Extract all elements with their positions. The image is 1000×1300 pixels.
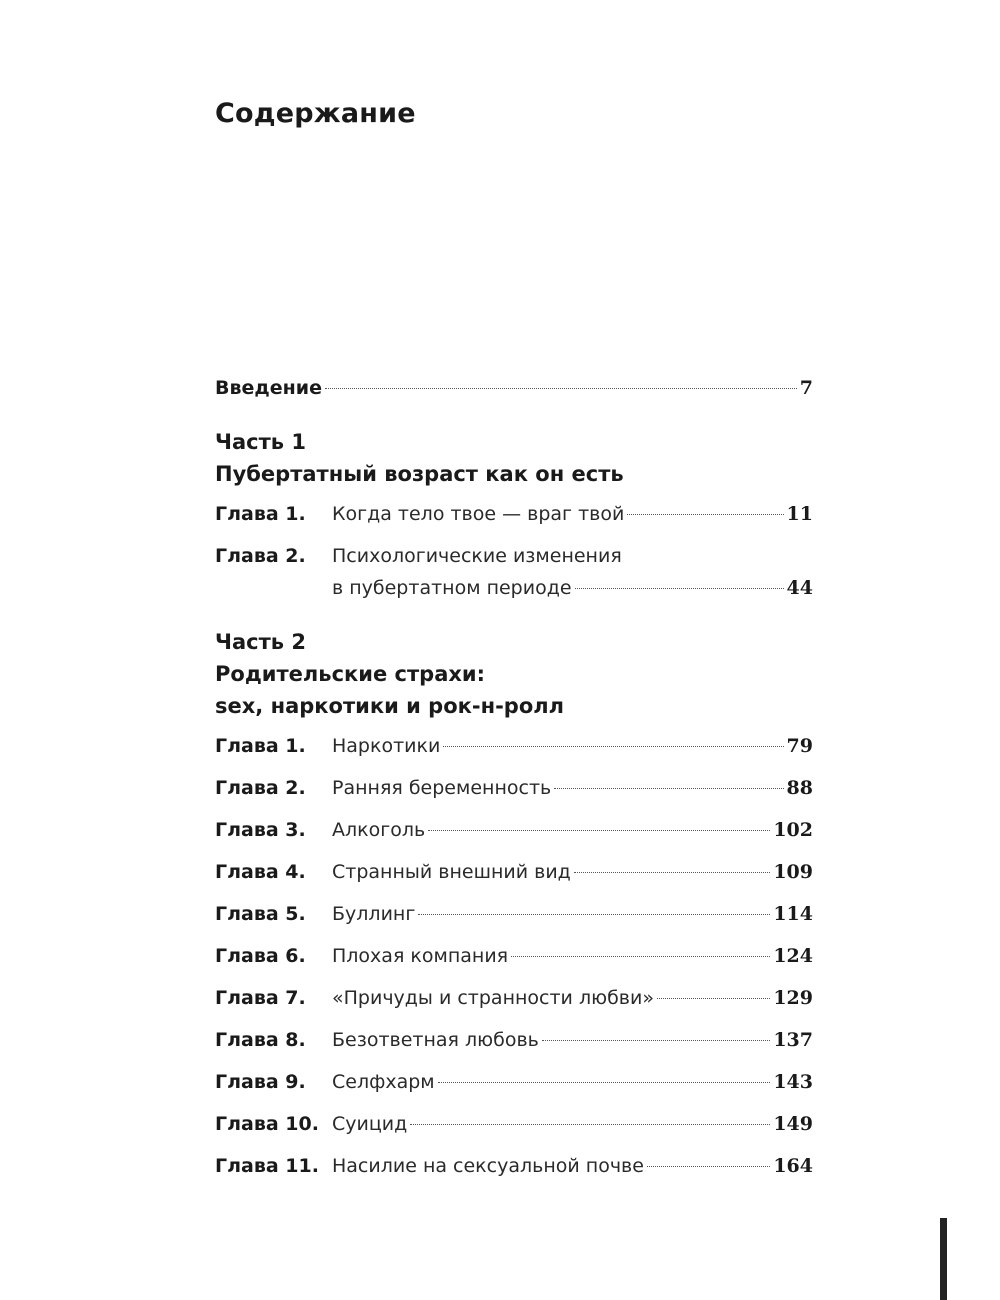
toc-entry-introduction[interactable] [215, 372, 813, 404]
chapter-number: Глава 1. [215, 735, 306, 757]
chapter-body [332, 1108, 813, 1140]
part-heading: Часть 2 [215, 630, 306, 654]
chapter-number: Глава 2. [215, 777, 306, 799]
toc-entry-chapter[interactable] [215, 856, 813, 888]
dot-leader [325, 388, 797, 389]
part-heading: Часть 1 [215, 430, 306, 454]
page-number: 143 [773, 1071, 813, 1093]
dot-leader [418, 914, 770, 915]
toc-entry-chapter[interactable] [215, 1066, 813, 1098]
page-number: 137 [773, 1029, 813, 1051]
table-of-contents [215, 372, 813, 1192]
chapter-title-line [332, 730, 813, 762]
page-number: 102 [773, 819, 813, 841]
page-number: 164 [773, 1155, 813, 1177]
chapter-title-line [332, 898, 813, 930]
chapter-body [332, 940, 813, 972]
chapter-body [332, 730, 813, 762]
chapter-title: Психологические изменения [332, 545, 622, 567]
page-number: 129 [773, 987, 813, 1009]
chapter-body [332, 898, 813, 930]
toc-entry-chapter[interactable] [215, 540, 813, 604]
toc-entry-chapter[interactable] [215, 898, 813, 930]
page-number: 109 [773, 861, 813, 883]
dot-leader [574, 872, 771, 873]
chapter-body [332, 1150, 813, 1182]
page-number: 11 [786, 503, 813, 525]
chapter-body [332, 1066, 813, 1098]
page-number: 88 [786, 777, 813, 799]
introduction-label: Введение [215, 377, 322, 399]
page-edge-shadow [940, 1218, 947, 1300]
chapter-number: Глава 4. [215, 861, 306, 883]
chapter-title: «Причуды и странности любви» [332, 987, 654, 1009]
chapter-number: Глава 11. [215, 1155, 319, 1177]
toc-entry-chapter[interactable] [215, 814, 813, 846]
chapter-number: Глава 6. [215, 945, 306, 967]
toc-entry-chapter[interactable] [215, 982, 813, 1014]
toc-part-1 [215, 426, 813, 490]
page-number: 79 [786, 735, 813, 757]
dot-leader [542, 1040, 770, 1041]
chapter-title-line [332, 940, 813, 972]
part-title-line: sex, наркотики и рок-н-ролл [215, 694, 565, 718]
dot-leader [428, 830, 770, 831]
chapter-body [332, 856, 813, 888]
toc-entry-chapter[interactable] [215, 498, 813, 530]
chapter-title: Селфхарм [332, 1071, 435, 1093]
chapter-title: в пубертатном периоде [332, 577, 572, 599]
chapter-title-line [332, 1066, 813, 1098]
chapter-title-line [332, 498, 813, 530]
chapter-body [332, 772, 813, 804]
dot-leader [443, 746, 783, 747]
toc-entry-chapter[interactable] [215, 730, 813, 762]
chapter-body [332, 814, 813, 846]
page-title: Содержание [215, 98, 416, 130]
toc-entry-chapter[interactable] [215, 772, 813, 804]
page-number: 7 [799, 377, 813, 399]
chapter-title: Плохая компания [332, 945, 509, 967]
toc-part-2 [215, 626, 813, 722]
chapter-title-line [332, 540, 813, 572]
chapter-number: Глава 8. [215, 1029, 306, 1051]
chapter-title: Алкоголь [332, 819, 426, 841]
page-number: 124 [773, 945, 813, 967]
chapter-title: Когда тело твое — враг твой [332, 503, 625, 525]
dot-leader [438, 1082, 771, 1083]
chapter-title: Безответная любовь [332, 1029, 539, 1051]
chapter-number: Глава 1. [215, 503, 306, 525]
dot-leader [627, 514, 783, 515]
chapter-number: Глава 9. [215, 1071, 306, 1093]
toc-entry-chapter[interactable] [215, 940, 813, 972]
chapter-number: Глава 3. [215, 819, 306, 841]
chapter-title-line [332, 814, 813, 846]
chapter-body [332, 540, 813, 604]
dot-leader [410, 1124, 770, 1125]
dot-leader [575, 588, 784, 589]
dot-leader [647, 1166, 770, 1167]
chapter-title: Буллинг [332, 903, 416, 925]
page-number: 149 [773, 1113, 813, 1135]
dot-leader [554, 788, 783, 789]
chapter-title-line [332, 856, 813, 888]
chapter-number: Глава 7. [215, 987, 306, 1009]
chapter-title-line [332, 772, 813, 804]
chapter-title-line [332, 572, 813, 604]
dot-leader [657, 998, 770, 999]
chapter-title: Странный внешний вид [332, 861, 571, 883]
chapter-body [332, 1024, 813, 1056]
toc-entry-chapter[interactable] [215, 1024, 813, 1056]
chapter-title: Насилие на сексуальной почве [332, 1155, 644, 1177]
toc-entry-chapter[interactable] [215, 1108, 813, 1140]
chapter-body [332, 982, 813, 1014]
chapter-title-line [332, 982, 813, 1014]
dot-leader [511, 956, 770, 957]
chapter-title: Суицид [332, 1113, 408, 1135]
page-number: 114 [773, 903, 813, 925]
chapter-title-line [332, 1024, 813, 1056]
page-number: 44 [786, 577, 813, 599]
part-title-line: Пубертатный возраст как он есть [215, 462, 624, 486]
chapter-body [332, 498, 813, 530]
part-title-line: Родительские страхи: [215, 662, 486, 686]
chapter-number: Глава 5. [215, 903, 306, 925]
parts-list [215, 426, 813, 1182]
chapter-number: Глава 10. [215, 1113, 319, 1135]
toc-entry-chapter[interactable] [215, 1150, 813, 1182]
chapter-title-line [332, 1150, 813, 1182]
chapter-title-line [332, 1108, 813, 1140]
chapter-title: Наркотики [332, 735, 441, 757]
chapter-number: Глава 2. [215, 545, 306, 567]
chapter-title: Ранняя беременность [332, 777, 552, 799]
